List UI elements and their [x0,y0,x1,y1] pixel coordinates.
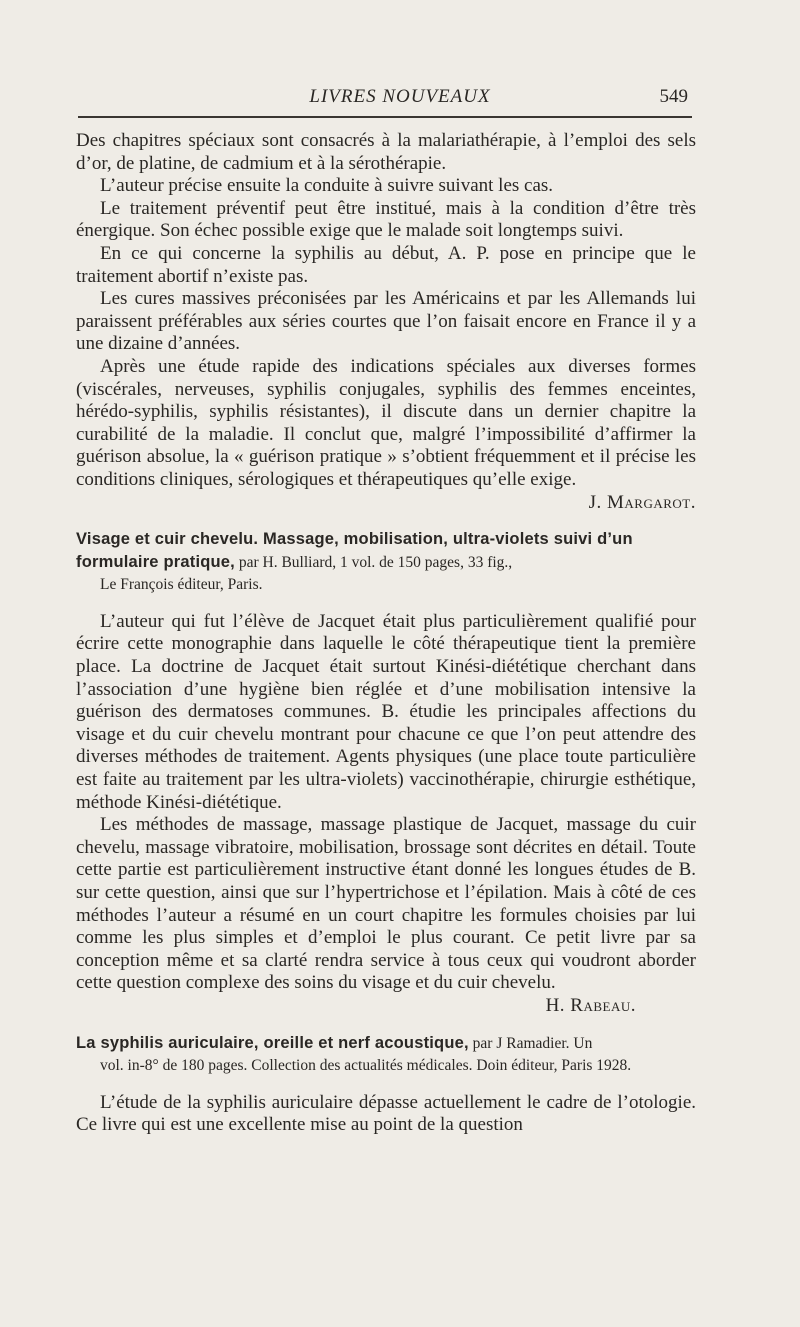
book-reference: par J Ramadier. Un [468,1034,593,1052]
spacer [76,1018,696,1032]
book-publisher: vol. in-8° de 180 pages. Collection des actualités médicales. Doin éditeur, Paris 1928. [100,1057,632,1075]
paragraph: L’auteur qui fut l’élève de Jacquet était plus particulièrement qualifié pour écrire cette monographie dans laquelle le côté thérapeutique tient la première place. La doctrine de Jacquet était surtout Kinési-diététique cherchant dans l’association d’une hygiène bien réglée et d’une mobilisation intensive la guérison des dermatoses communes. B. étudie les principales affections du visage et du cuir chevelu montrant pour chacune ce que l’on peut attendre des diverses méthodes de traitement. Agents physiques (une place toute particulière est faite au traitement par les ultra-violets) vaccinothérapie, chirurgie esthétique, méthode Kinési-diététique. [76,610,696,813]
header-rule [78,116,692,118]
spacer [76,1078,696,1092]
paragraph: Des chapitres spéciaux sont consacrés à la malariathérapie, à l’emploi des sels d’or, de platine, de cadmium et à la sérothérapie. [76,130,696,174]
review-signature: J. Margarot. [588,491,696,513]
review-heading [76,1032,696,1078]
spacer [76,597,696,611]
review-signature: H. Rabeau. [545,994,636,1016]
page-number: 549 [659,86,688,107]
running-title: LIVRES NOUVEAUX [309,86,491,107]
review-heading [76,528,696,597]
book-reference: par H. Bulliard, 1 vol. de 150 pages, 33 fig., [234,553,513,571]
paragraph: L’auteur précise ensuite la conduite à suivre suivant les cas. [100,175,554,197]
paragraph: Le traitement préventif peut être institué, mais à la condition d’être très énergique. Son échec possible exige que le malade soit longtemps suivi. [76,197,696,242]
paragraph: L’étude de la syphilis auriculaire dépasse actuellement le cadre de l’otologie. Ce livre qui est une excellente mise au point de la question [76,1091,696,1136]
book-title: La syphilis auriculaire, oreille et nerf acoustique, [76,1033,469,1052]
spacer [76,514,696,528]
paragraph: Les cures massives préconisées par les Américains et par les Allemands lui paraissent préférables aux séries courtes que l’on faisait encore en France il y a une dizaine d’années. [76,288,696,355]
book-publisher: Le François éditeur, Paris. [100,576,263,594]
paragraph: Après une étude rapide des indications spéciales aux diverses formes (viscérales, nerveuses, syphilis conjugales, syphilis des femmes enceintes, hérédo-syphilis, syphilis résistantes), il discute dans un dernier chapitre la curabilité de la maladie. Il conclut que, malgré l’impossibilité d’affirmer la guérison absolue, la « guérison pratique » s’obtient fréquemment et il précise les conditions cliniques, sérologiques et thérapeutiques qu’elle exige. [76,355,696,490]
book-title: Visage et cuir chevelu. Massage, mobilisation, ultra-violets suivi d’un formulaire pratique, [76,530,633,571]
paragraph: En ce qui concerne la syphilis au début, A. P. pose en principe que le traitement abortif n’existe pas. [76,242,696,287]
paragraph: Les méthodes de massage, massage plastique de Jacquet, massage du cuir chevelu, massage vibratoire, mobilisation, brossage sont décrites en détail. Toute cette partie est particulièrement instructive étant donné les longues études de B. sur cette question, ainsi que sur l’hypertrichose et l’épilation. Mais à côté de ces méthodes l’auteur a résumé en un court chapitre les formules choisies par lui comme les plus simples et d’emploi le plus courant. Ce petit livre par sa conception même et sa clarté rendra service à tous ceux qui voudront aborder cette question complexe des soins du visage et du cuir chevelu. [76,814,696,994]
page-body [76,130,696,1137]
